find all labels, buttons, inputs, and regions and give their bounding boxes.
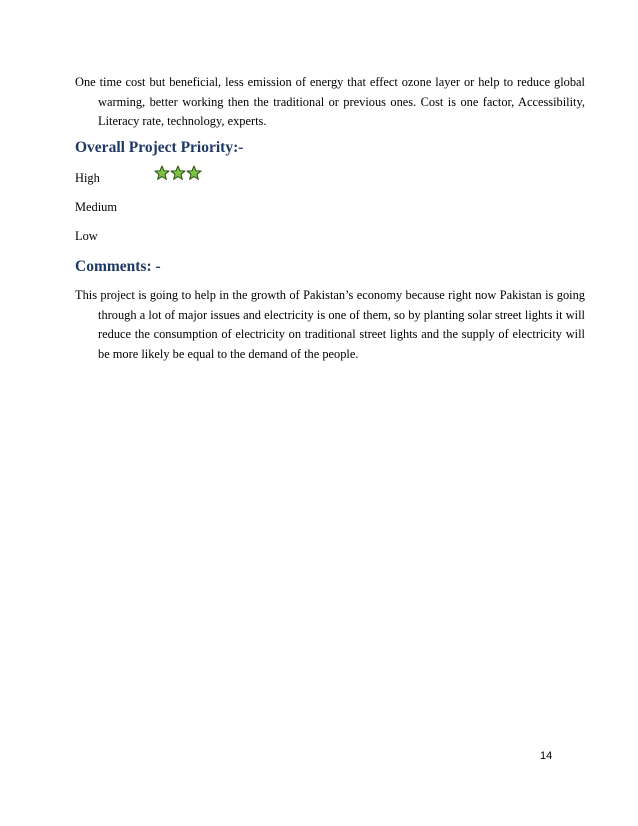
star-icon-shape	[187, 166, 201, 179]
star-icon	[154, 164, 170, 182]
priority-level-low: Low	[75, 229, 98, 243]
star-icon-shape	[171, 166, 185, 179]
priority-heading: Overall Project Priority:-	[75, 139, 244, 156]
star-icon	[186, 164, 202, 182]
priority-rating-stars	[154, 164, 202, 184]
intro-paragraph: One time cost but beneficial, less emission of energy that effect ozone layer or help to reduce global warming, better working then the traditional or previous ones. Cost is one factor, Accessibility, Literacy rate, technology, experts.	[75, 75, 585, 128]
star-icon-shape	[155, 166, 169, 179]
star-icon	[170, 164, 186, 182]
comments-heading: Comments: -	[75, 258, 161, 275]
priority-level-medium: Medium	[75, 200, 117, 214]
priority-level-high: High	[75, 171, 100, 185]
page-number: 14	[540, 750, 553, 762]
comments-paragraph: This project is going to help in the growth of Pakistan’s economy because right now Pakistan is going through a lot of major issues and electricity is one of them, so by planting solar street lights it will reduce the consumption of electricity on traditional street lights and the supply of electricity will be more likely be equal to the demand of the people.	[75, 288, 585, 361]
